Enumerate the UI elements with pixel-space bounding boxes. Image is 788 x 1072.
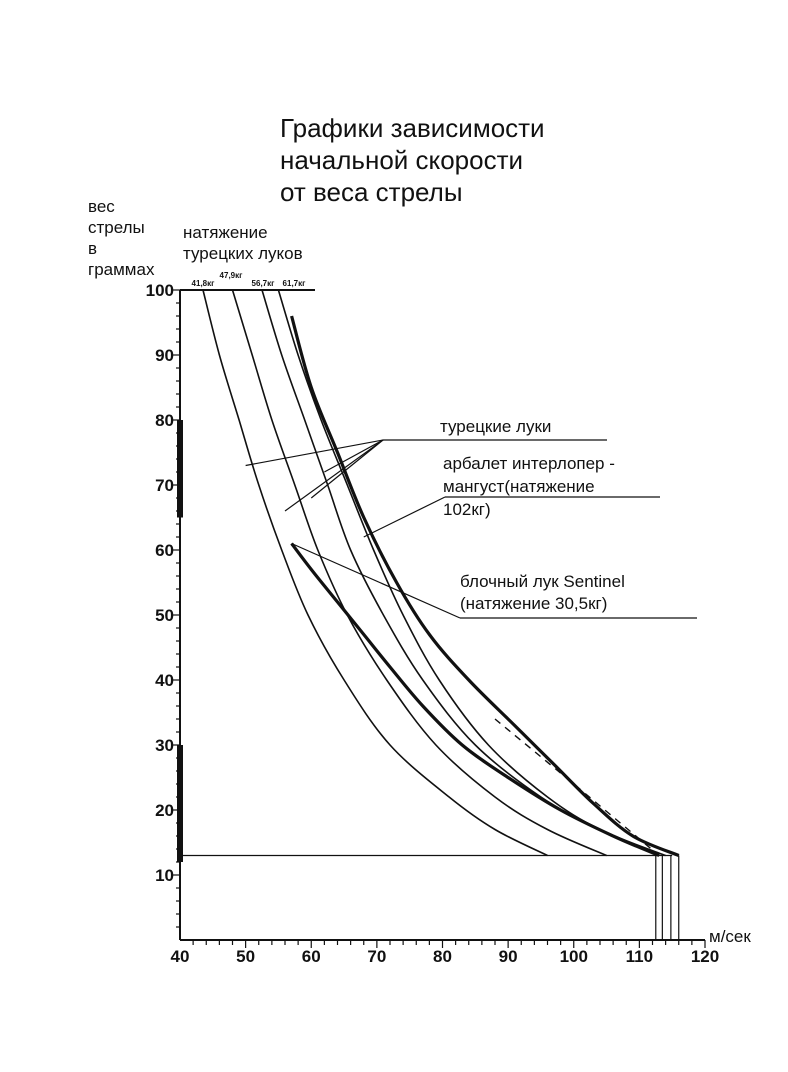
x-tick-label: 60 — [301, 947, 321, 966]
dashed-line — [495, 719, 659, 856]
tension-label: 47,9кг — [219, 271, 243, 280]
tension-label: 56,7кг — [251, 279, 275, 288]
y-tick-label: 90 — [155, 346, 174, 365]
annotation-leader — [364, 497, 445, 537]
tension-header-line: натяжение — [183, 223, 268, 242]
tension-header — [183, 223, 303, 263]
y-tick-label: 80 — [155, 411, 174, 430]
y-tick-label: 100 — [145, 281, 174, 300]
x-tick-label: 70 — [367, 947, 387, 966]
annotation-label: блочный лук Sentinel — [460, 572, 625, 591]
y-tick-label: 50 — [155, 606, 174, 625]
y-axis-label — [88, 197, 155, 279]
title-line: от веса стрелы — [280, 177, 463, 207]
y-tick-label: 10 — [155, 866, 174, 885]
x-tick-label: 100 — [559, 947, 588, 966]
y-label-line: вес — [88, 197, 115, 216]
y-label-line: в — [88, 239, 98, 258]
x-tick-label: 90 — [498, 947, 518, 966]
y-tick-label: 70 — [155, 476, 174, 495]
title-line: начальной скорости — [280, 145, 524, 175]
x-tick-label: 120 — [690, 947, 720, 966]
y-tick-label: 60 — [155, 541, 174, 560]
y-label-line: граммах — [88, 260, 155, 279]
y-tick-label: 40 — [155, 671, 174, 690]
chart-title — [280, 113, 545, 207]
y-tick-label: 20 — [155, 801, 174, 820]
annotation-label: турецкие луки — [440, 417, 552, 436]
annotation-label: арбалет интерлопер - — [443, 454, 615, 473]
annotation-label: (натяжение 30,5кг) — [460, 594, 608, 613]
annotations — [246, 417, 697, 618]
x-tick-label: 80 — [433, 947, 452, 966]
y-tick-label: 30 — [155, 736, 174, 755]
annotation-leader — [246, 440, 383, 466]
y-label-line: стрелы — [88, 218, 145, 237]
x-tick-label: 50 — [236, 947, 256, 966]
title-line: Графики зависимости — [280, 113, 545, 143]
x-tick-label: 40 — [170, 947, 190, 966]
x-unit-label: м/сек — [709, 927, 751, 946]
tension-label: 61,7кг — [282, 279, 306, 288]
x-tick-label: 110 — [625, 947, 654, 966]
annotation-label: 102кг) — [443, 500, 491, 519]
tension-label: 41,8кг — [191, 279, 215, 288]
ticks — [146, 281, 720, 966]
tension-header-line: турецких луков — [183, 244, 303, 263]
annotation-label: мангуст(натяжение — [443, 477, 595, 496]
